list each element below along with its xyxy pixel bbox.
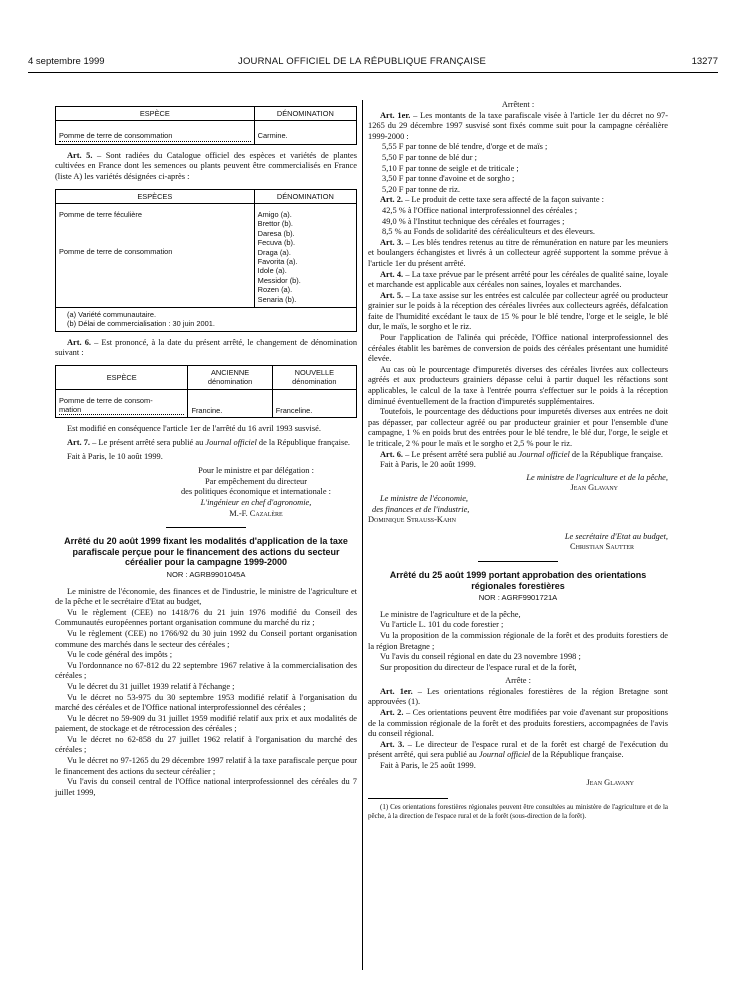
allocation-item: 42,5 % à l'Office national interprofessionnel des céréales ; <box>382 205 578 215</box>
footnote: (1) Ces orientations forestières régionales peuvent être consultées au ministère de l'agriculture et de la pêche, à la direction de l'espace rural et de la forêt (sous-direction de la forêt). <box>368 803 668 820</box>
preamble-para: Vu le décret no 59-909 du 31 juillet 1959 modifié relatif aux prix et aux modalités de paiement, de stockage et de rétrocession des céréales ; <box>55 713 357 734</box>
decree-nor: NOR : AGRB9901045A <box>166 569 246 579</box>
rate-item: 5,10 F par tonne de seigle et de triticale ; <box>382 163 519 173</box>
article-3: Art. 3. – Les blés tendres retenus au titre de rémunération en nature par les meuniers et boulangers échangistes et livrés à un collecteur agréé supportent la somme prévue à l'article 1er du présent arrêté. <box>368 237 668 268</box>
preamble-para: Vu l'ordonnance no 67-812 du 22 septembre 1967 relative à la commercialisation des céréales ; <box>55 660 357 681</box>
decree-title: Arrêté du 20 août 1999 fixant les modalités d'application de la taxe parafiscale perçue pour le financement des actions du secteur céréalier pour la campagne 1999-2000 <box>64 536 348 568</box>
article-5-para: Toutefois, le pourcentage des déductions pour impuretés diverses aux entrées ne doit pas dépasser, par collecteur agréé ou par producteur grainier et pour l'ensemble d'une campagne, 1 % en poids brut des entrées pour le blé tendre, le blé dur, l'orge, le seigle et le triticale, 2 % pour le maïs et le sorgho et 2,5 % pour le riz. <box>368 407 668 448</box>
header-date: 4 septembre 1999 <box>28 56 105 67</box>
table-header-espece: ESPÈCE <box>56 365 188 389</box>
table-cell-name: Carmine. <box>254 121 356 144</box>
table-cell-species-list <box>56 204 255 308</box>
preamble-para: Vu le décret no 62-858 du 27 juillet 1962 relatif à l'organisation du marché des céréales ; <box>55 734 357 755</box>
table-header-ancienne: ANCIENNE dénomination <box>188 365 272 389</box>
species-consommation: Pomme de terre de consommation <box>59 247 173 257</box>
modification-note: Est modifié en conséquence l'article 1er de l'arrêté du 16 avril 1993 susvisé. <box>67 424 321 434</box>
preamble-para: Vu l'avis du conseil central de l'Office national interprofessionnel des céréales du 7 juillet 1999, <box>55 777 357 797</box>
decree-title: Arrêté du 25 août 1999 portant approbation des orientations régionales forestières <box>389 569 647 591</box>
article-5-para: Au cas où le pourcentage d'impuretés diverses des céréales livrées aux collecteurs agréés et aux producteurs grainiers dépasse celui à partir duquel les réfactions sont applicables, le calcul de la taxe à l'entrée pourra s'effectuer sur le poids à la réception diminué éventuellement de la fraction d'impuretés supplémentaires. <box>368 364 668 406</box>
allocation-list <box>368 206 668 238</box>
table-removed-varieties <box>55 189 357 332</box>
preamble-para: Vu le code général des impôts ; <box>67 650 173 660</box>
table-header-especes: ESPÈCES <box>56 189 255 203</box>
article-4: Art. 4. – La taxe prévue par le présent arrêté pour les céréales de qualité saine, loyale et marchande est applicable aux céréales non saines, loyales et marchandes. <box>368 269 668 290</box>
rate-item: 5,55 F par tonne de blé tendre, d'orge et de maïs ; <box>382 142 548 152</box>
article-2: Art. 2. – Ces orientations peuvent être modifiées par voie d'avenant sur propositions de la commission régionale de la forêt et des produits forestiers, accompagnées de l'avis du conseil régional. <box>368 708 668 739</box>
rate-list <box>368 142 668 195</box>
secretary-budget: Le secrétaire d'Etat au budget, <box>564 531 668 541</box>
table-header-nouvelle: NOUVELLE dénomination <box>272 365 356 389</box>
variety: Favorita (a). <box>257 257 298 267</box>
left-column <box>55 100 357 798</box>
variety: Amigo (a). <box>257 210 292 219</box>
table-catalogue-addition <box>55 106 357 145</box>
note-a: (a) Variété communautaire. <box>67 309 156 319</box>
decree-nor: NOR : AGRF9901721A <box>478 593 558 603</box>
page-number: 13277 <box>691 56 718 67</box>
article-1: Art. 1er. – Les montants de la taxe parafiscale visée à l'article 1er du décret no 97-1265 du 29 décembre 1997 susvisé sont fixés comme suit pour la campagne céréalière 1999-2000 : <box>368 110 668 141</box>
page-header <box>28 56 718 70</box>
footnote-rule <box>368 798 448 799</box>
preamble-para: Vu le décret no 97-1265 du 29 décembre 1997 relatif à la taxe parafiscale perçue pour le financement des actions du secteur céréalier ; <box>55 756 357 776</box>
preamble-para: Vu l'article L. 101 du code forestier ; <box>380 620 504 630</box>
table-header-denomination: DÉNOMINATION <box>254 107 356 121</box>
preamble-para: Le ministre de l'agriculture et de la pêche, <box>380 609 521 619</box>
article-5: Art. 5. – La taxe assise sur les entrées est calculée par collecteur agréé ou producteur grainier sur le poids à la réception des céréales livrées aux collecteurs agréés, défalcation faite de l'humidité excédant le taux de 15 % pour le blé tendre, l'orge et le seigle, le blé dur, le maïs, le sorgho et le riz. <box>368 290 668 332</box>
table-name-change <box>55 365 357 419</box>
variety: Brettor (b). <box>257 219 293 229</box>
preamble-para: Vu la proposition de la commission régionale de la forêt et des produits forestiers de la région Bretagne ; <box>368 630 668 651</box>
minister-economy: Le ministre de l'économie, <box>380 493 469 503</box>
signature-date: Fait à Paris, le 10 août 1999. <box>67 451 163 461</box>
article-2: Art. 2. – Le produit de cette taxe sera affecté de la façon suivante : <box>380 195 605 205</box>
allocation-item: 49,0 % à l'Institut technique des céréales et fourrages ; <box>382 216 565 226</box>
minister-economy-name: Dominique Strauss-Kahn <box>368 515 456 525</box>
header-rule <box>28 72 718 73</box>
table-header-espece: ESPÈCE <box>56 107 255 121</box>
article-6: Art. 6. – Est prononcé, à la date du présent arrêté, le changement de dénomination suivant : <box>55 337 358 358</box>
table-cell-species: Pomme de terre de consommation <box>56 121 255 144</box>
variety: Fecuva (b). <box>257 238 296 248</box>
variety: Idole (a). <box>257 266 287 276</box>
article-1: Art. 1er. – Les orientations régionales forestières de la région Bretagne sont approuvées (1). <box>368 686 669 707</box>
right-column: Arrêtent : Art. 1er. – Les montants de la taxe parafiscale visée à l'article 1er du décret no 97-1265 du 29 décembre 1997 susvisé sont fixés comme suit pour la campagne céréalière 1999-2000 : 5,55 F par tonne de blé tendre, d'orge et de maïs ; 5,50 F par tonne de blé dur ; 5,10 F par tonne de seigle et de triticale ; 3,50 F par tonne d'avoine et de sorgho ; 5,20 F par tonne de riz. Art. 2. – Le produit de cette taxe sera affecté de la façon suivante : 42,5 % à l'Office national interprofessionnel des céréales ; 49,0 % à l'Institut technique des céréales et fourrages ; 8,5 % au Fonds de solidarité des céréaliculteurs et des éleveurs. Art. 3. – Les blés tendres retenus au titre de rémunération en nature par les meuniers et boulangers échangistes et livrés à un collecteur agréé supportent la somme prévue à l'article 1er du présent arrêté. Art. 4. – La taxe prévue par le présent arrêté pour les céréales de qualité saine, loyale et marchande est applicable aux céréales non saines, loyales et marchandes. Art. 5. – La taxe assise sur les entrées est calculée par collecteur agréé ou producteur grainier sur le poids à la réception des céréales livrées aux collecteurs agréés, défalcation faite de l'humidité excédant le taux de 15 % pour le blé tendre, l'orge et le seigle, le blé dur, le maïs, le sorgho et le riz. Pour l'application de l'alinéa qui précède, l'Office national interprofessionnel des céréales établit les barèmes de conversion de poids des céréales présentant une humidité élevée. Au cas où le pourcentage d'impuretés diverses des céréales livrées aux collecteurs agréés et aux producteurs grainiers dépasse celui à partir duquel les réfactions sont applicables, le calcul de la taxe à l'entrée pourra s'effectuer sur le poids à la réception diminué éventuellement de la fraction d'impuretés supplémentaires. Toutefois, le pourcentage des déductions pour impuretés diverses aux entrées ne doit pas dépasser, par collecteur agréé ou par producteur grainier et pour l'ensemble d'une campagne, 1 % en poids brut des entrées pour le blé tendre, le blé dur, l'orge, le seigle et le triticale, 2 % pour le maïs et le sorgho et 2,5 % pour le riz. Art. 6. – Le présent arrêté sera publié au Journal officiel de la République française. Fait à Paris, le 20 août 1999. Le ministre de l'agriculture et de la pêche, Jean Glavany Le ministre de l'économie, des finances et de l'industrie, Dominique Strauss-Kahn Le secrétaire d'Etat au budget, Christian Sautter Arrêté du 25 août 1999 portant approbation des orientations régionales forestières NOR : AGRF9901721A Le ministre de l'agriculture et de la pêche, Vu l'article L. 101 du code forestier ; Vu la proposition de la commission régionale de la forêt et des produits forestiers de la région Bretagne ; Vu l'avis du conseil régional en date du 23 novembre 1998 ; Sur proposition du directeur de l'espace rural et de la forêt, Arrête : Art. 1er. – Les orientations régionales forestières de la région Bretagne sont approuvées (1). Art. 2. – Ces orientations peuvent être modifiées par voie d'avenant sur propositions de la commission régionale de la forêt et des produits forestiers, accompagnées de l'avis du conseil régional. Art. 3. – Le directeur de l'espace rural et de la forêt est chargé de l'exécution du présent arrêté, qui sera publié au Journal officiel de la République française. Fait à Paris, le 25 août 1999. Jean Glavany (1) Ces orientations forestières régionales peuvent être consultées au ministère de l'agriculture et de la pêche, à la direction de l'espace rural et de la forêt (sous-direction de la forêt). <box>368 100 669 820</box>
arrete: Arrête : <box>505 676 531 686</box>
signature-block: Pour le ministre et par délégation : Par empêchement du directeur des politiques économique et internationale : L'ingénieur en chef d'agronomie, M.-F. Cazalère <box>55 466 357 519</box>
rate-item: 3,50 F par tonne d'avoine et de sorgho ; <box>382 174 515 184</box>
article-6: Art. 6. – Le présent arrêté sera publié au Journal officiel de la République française. <box>380 449 664 459</box>
preamble-para: Vu le décret du 31 juillet 1939 relatif à l'échange ; <box>67 681 235 691</box>
variety: Daresa (b). <box>257 228 295 238</box>
table-header-denomination: DÉNOMINATION <box>254 189 356 203</box>
signature-date: Fait à Paris, le 25 août 1999. <box>380 761 476 771</box>
article-5-para: Pour l'application de l'alinéa qui précède, l'Office national interprofessionnel des céréales établit les barèmes de conversion de poids des céréales présentant une humidité élevée. <box>368 333 668 364</box>
article-5: Art. 5. – Sont radiées du Catalogue officiel des espèces et variétés de plantes cultivées en France dont les semences ou plants peuvent être commercialisés en France (liste A) les variétés désignées ci-après : <box>55 150 357 181</box>
rate-item: 5,20 F par tonne de riz. <box>382 184 460 194</box>
signatory-name: M.-F. Cazalère <box>229 508 283 518</box>
preamble-para: Vu l'avis du conseil régional en date du 23 novembre 1998 ; <box>380 652 581 662</box>
secretary-budget-name: Christian Sautter <box>570 542 634 552</box>
table-cell-old-name: Francine. <box>188 389 272 418</box>
note-b: (b) Délai de commercialisation : 30 juin 2001. <box>67 319 215 329</box>
minister-agriculture-name: Jean Glavany <box>570 483 618 493</box>
section-rule <box>478 561 558 562</box>
variety: Senaria (b). <box>257 294 297 304</box>
article-3: Art. 3. – Le directeur de l'espace rural et de la forêt est chargé de l'exécution du présent arrêté, qui sera publié au Journal officiel de la République française. <box>368 739 668 760</box>
species-feculiere: Pomme de terre féculière <box>59 210 142 219</box>
allocation-item: 8,5 % au Fonds de solidarité des céréaliculteurs et des éleveurs. <box>382 227 596 237</box>
table-cell-new-name: Franceline. <box>272 389 356 418</box>
table-cell-species: Pomme de terre de consom- mation <box>56 389 188 418</box>
variety: Rozen (a). <box>257 285 293 295</box>
column-divider <box>362 100 363 970</box>
minister-agriculture: Le ministre de l'agriculture et de la pêche, <box>526 472 668 482</box>
signatory-name: Jean Glavany <box>586 777 634 787</box>
preamble-para: Vu le décret no 53-975 du 30 septembre 1953 modifié relatif à l'organisation du marché des céréales et de l'Office national interprofessionnel des céréales ; <box>55 692 357 713</box>
article-7: Art. 7. – Le présent arrêté sera publié au Journal officiel de la République française. <box>67 438 351 448</box>
signature-date: Fait à Paris, le 20 août 1999. <box>380 460 476 470</box>
preamble-para: Vu le règlement (CEE) no 1766/92 du 30 juin 1992 du Conseil portant organisation commune des marchés dans le secteur des céréales ; <box>55 628 357 649</box>
journal-title: JOURNAL OFFICIEL DE LA RÉPUBLIQUE FRANÇAISE <box>238 56 487 67</box>
table-notes <box>56 307 357 331</box>
preamble-para: Vu le règlement (CEE) no 1418/76 du 21 juin 1976 modifié du Conseil des Communautés européennes portant organisation commune du marché du riz ; <box>55 607 357 628</box>
preamble-para: Le ministre de l'économie, des finances et de l'industrie, le ministre de l'agriculture et de la pêche et le secrétaire d'Etat au budget, <box>55 586 357 607</box>
section-rule <box>166 527 246 528</box>
table-cell-variety-list <box>254 204 356 308</box>
variety: Draga (a). <box>257 247 291 257</box>
preamble-para: Sur proposition du directeur de l'espace rural et de la forêt, <box>380 662 577 672</box>
rate-item: 5,50 F par tonne de blé dur ; <box>382 152 477 162</box>
variety: Messidor (b). <box>257 275 301 285</box>
arretent: Arrêtent : <box>501 100 535 109</box>
